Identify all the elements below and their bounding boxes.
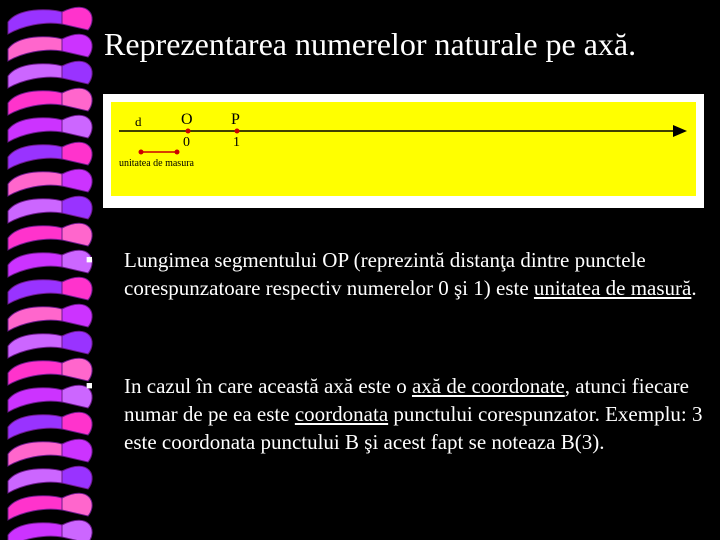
unit-segment-end-marker [175, 150, 180, 155]
unit-caption: unitatea de masura [119, 158, 194, 169]
unit-segment-start-marker [139, 150, 144, 155]
point-p-label: P [231, 111, 240, 128]
origin-value-label: 0 [183, 135, 190, 150]
bullet-paragraph-2 [124, 372, 714, 456]
axis-panel [111, 102, 696, 196]
bullet-paragraph-1 [124, 246, 714, 302]
point-p-marker [235, 129, 240, 134]
coordinate-link[interactable]: coordonata [294, 402, 389, 426]
bullet-1-end: . [691, 276, 697, 300]
decorative-spiral-border [0, 0, 110, 540]
bullet-1-text: Lungimea segmentului OP (reprezintă distanţa dintre punctele corespunzatoare respectiv numerelor 0 şi 1) este [124, 248, 646, 300]
axis-name-label: d [135, 114, 142, 129]
bullet-2-text-a: In cazul în care această axă este o [124, 374, 412, 398]
square-bullet-icon: ■ [86, 380, 93, 392]
number-axis-figure [103, 94, 704, 208]
coordinate-axis-link[interactable]: axă de coordonate [411, 374, 565, 398]
number-axis-diagram [103, 94, 704, 208]
point-p-value-label: 1 [233, 135, 240, 150]
origin-point-marker [186, 129, 191, 134]
slide-title: Reprezentarea numerelor naturale pe axă. [104, 26, 637, 62]
origin-label: O [181, 111, 193, 128]
unit-of-measure-link[interactable]: unitatea de masură [533, 276, 692, 300]
bullet-2-text-c: punctului corespunzator. Exemplu: 3 este coordonata punctului B şi acest fapt se noteaza B(3). [124, 402, 703, 454]
square-bullet-icon: ■ [86, 254, 93, 266]
bullet-2-text-b: , atunci fiecare numar de pe ea este [124, 374, 689, 426]
